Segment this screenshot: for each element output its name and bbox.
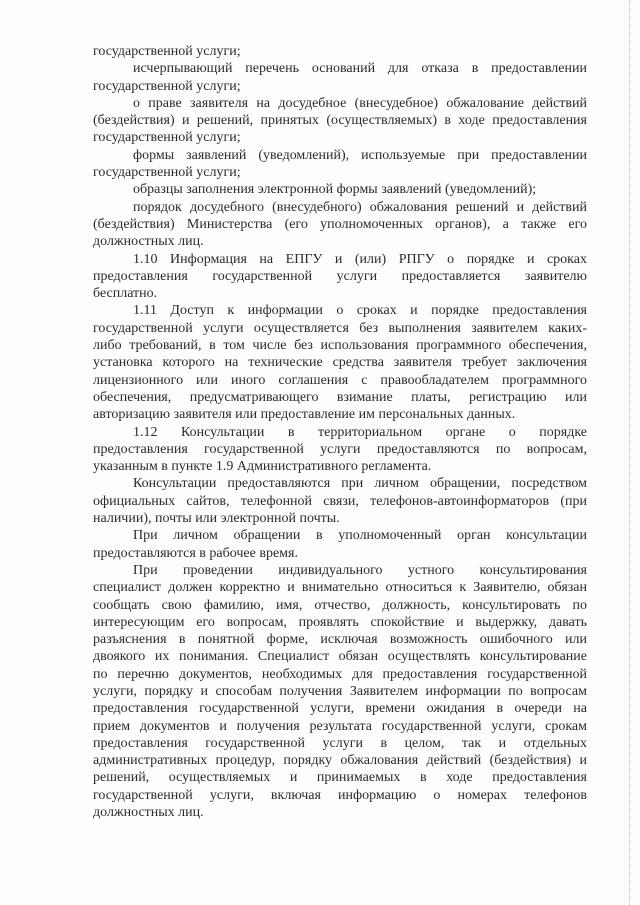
text-line: 1.10 Информация на ЕПГУ и (или) РПГУ о порядке и сроках <box>133 251 587 267</box>
text-line: установка которого на технические средства заявителя требует заключения <box>93 355 587 371</box>
text-line: интересующим его вопросам, проявлять спокойствие и выдержку, давать <box>93 614 587 630</box>
text-line: авторизацию заявителя или предоставление им персональных данных. <box>93 407 516 423</box>
text-line: государственной услуги; <box>93 165 241 181</box>
text-line: бесплатно. <box>93 286 158 302</box>
paragraph-oral-consultation <box>93 562 587 821</box>
text-line: либо требований, в том числе без использования программного обеспечения, <box>93 338 587 354</box>
paragraph-personal-visit <box>93 527 587 562</box>
text-line: образцы заполнения электронной формы заявлений (уведомлений); <box>133 182 537 198</box>
text-line: двоякого их понимания. Специалист обязан осуществлять консультирование <box>93 649 587 665</box>
text-line: предоставления государственной услуги в целом, так и отдельных <box>93 735 587 751</box>
paragraph-1-11 <box>93 302 587 423</box>
text-line: указанным в пункте 1.9 Административного регламента. <box>93 459 432 475</box>
text-line: должностных лиц. <box>93 805 204 821</box>
text-line: должностных лиц. <box>93 234 204 250</box>
text-line: лицензионного или иного соглашения с правообладателем программного <box>93 372 587 388</box>
text-line: административных процедур, порядку обжалования действий (бездействия) и <box>93 753 587 769</box>
paragraph-refusal-grounds <box>93 60 587 95</box>
text-line: формы заявлений (уведомлений), используемые при предоставлении <box>133 147 587 163</box>
text-line: государственной услуги, включая информацию о номерах телефонов <box>93 787 587 803</box>
text-line: обеспечения, предусматривающего взимание платы, регистрацию или <box>93 389 587 405</box>
text-line: предоставляются в рабочее время. <box>93 545 298 561</box>
text-line: 1.12 Консультации в территориальном органе о порядке <box>133 424 587 440</box>
text-line: исчерпывающий перечень оснований для отказа в предоставлении <box>133 61 587 77</box>
text-line: (бездействия) Министерства (его уполномоченных органов), а также его <box>93 216 587 232</box>
text-line: 1.11 Доступ к информации о сроках и порядке предоставления <box>133 303 587 319</box>
text-line: государственной услуги осуществляется без выполнения заявителем каких- <box>93 320 587 336</box>
text-line: (бездействия) и решений, принятых (осуществляемых) в ходе предоставления <box>93 113 587 129</box>
paragraph-1-12 <box>93 424 587 476</box>
text-line: При проведении индивидуального устного консультирования <box>133 562 587 578</box>
text-line: сообщать свою фамилию, имя, отчество, должность, консультировать по <box>93 597 587 613</box>
text-line: решений, осуществляемых и принимаемых в ходе предоставления <box>93 770 587 786</box>
text-line: предоставления государственной услуги, времени ожидания в очереди на <box>93 701 587 717</box>
text-line: государственной услуги; <box>93 78 241 94</box>
text-line: наличии), почты или электронной почты. <box>93 511 340 527</box>
paragraph-consultation-channels <box>93 475 587 527</box>
paragraph-appeal-procedure <box>93 199 587 251</box>
text-line: разъяснения в понятной форме, исключая возможность ошибочного или <box>93 632 587 648</box>
paragraph-form-samples <box>93 181 587 198</box>
text-line: При личном обращении в уполномоченный орган консультации <box>133 528 587 544</box>
text-line: по перечню документов, необходимых для предоставления государственной <box>93 666 587 682</box>
paragraph-application-forms <box>93 147 587 182</box>
text-line: услуги, порядку и способам получения Заявителем информации по вопросам <box>93 683 587 699</box>
text-line: порядок досудебного (внесудебного) обжалования решений и действий <box>133 199 587 215</box>
text-line: прием документов и получения результата государственной услуги, срокам <box>93 718 587 734</box>
text-line: специалист должен корректно и внимательно относиться к Заявителю, обязан <box>93 580 587 596</box>
document-body <box>93 43 587 821</box>
paragraph-appeal-right <box>93 95 587 147</box>
text-line: государственной услуги; <box>93 130 241 146</box>
text-line: официальных сайтов, телефонной связи, телефонов-автоинформаторов (при <box>93 493 587 509</box>
text-line: предоставления государственной услуги предоставляются по вопросам, <box>93 441 587 457</box>
paragraph-1-10 <box>93 251 587 303</box>
text-line: государственной услуги; <box>93 44 241 59</box>
text-line: Консультации предоставляются при личном обращении, посредством <box>133 476 587 492</box>
text-line: предоставления государственной услуги предоставляется заявителю <box>93 268 587 284</box>
text-line: о праве заявителя на досудебное (внесудебное) обжалование действий <box>133 95 587 111</box>
scan-edge-line <box>629 0 630 905</box>
paragraph-continuation <box>93 43 587 60</box>
